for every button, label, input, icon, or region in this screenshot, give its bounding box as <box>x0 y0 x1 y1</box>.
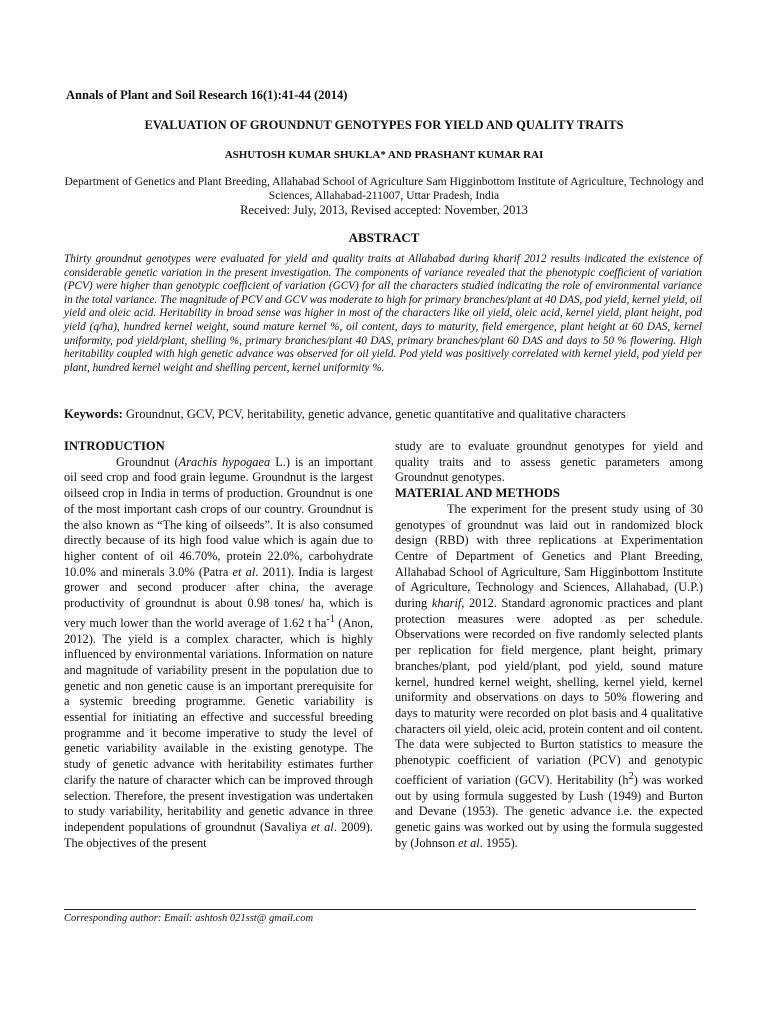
methods-text-3: ) was worked out by using formula suggested by Lush (1949) and Burton and Devane (1953). The genetic advance i.e. the expected genetic gains was worked out by using the formula suggested by (Johnson <box>395 772 703 850</box>
abstract-heading: ABSTRACT <box>348 230 420 245</box>
footnote-rule <box>64 909 696 910</box>
corresponding-author-footnote: Corresponding author: Email: ashtosh 021sst@ gmail.com <box>64 913 314 924</box>
superscript: -1 <box>326 613 335 625</box>
introduction-continued: study are to evaluate groundnut genotypes for yield and quality traits and to assess genetic parameters among Groundnut genotypes. <box>395 439 703 485</box>
introduction-heading: INTRODUCTION <box>64 439 165 453</box>
keywords-text: Groundnut, GCV, PCV, heritability, genetic advance, genetic quantitative and qualitative characters <box>125 407 626 421</box>
species-name: Arachis hypogaea <box>178 454 271 469</box>
received-dates: Received: July, 2013, Revised accepted: November, 2013 <box>240 203 528 217</box>
author-list: ASHUTOSH KUMAR SHUKLA* AND PRASHANT KUMAR RAI <box>224 149 544 161</box>
intro-text-4: (Anon, 2012). The yield is a complex character, which is highly influenced by environmental variations. Information on nature and magnitude of variability present in the population due to genetic and non genetic cause is an important prerequisite for a systemic breeding programme. Genetic variability is essential for initiating an effective and successful breeding programme and it become imperative to study the level of genetic variability available in the existing genotype. The study of genetic advance with heritability estimates further clarify the nature of character which can be improved through selection. Therefore, the present investigation was undertaken to study variability, heritability and genetic advance in three independent populations of groundnut (Savaliya <box>64 615 373 834</box>
left-column <box>64 439 373 851</box>
et-al: et al <box>232 564 256 579</box>
intro-text-2: L.) is an important oil seed crop and food grain legume. Groundnut is the largest oilseed crop in India in terms of production. Groundnut is one of the most important cash crops of our country. Groundnut is the also known as “The king of oilseeds”. It is also consumed directly because of its high food value which is again due to higher content of oil 46.70%, protein 22.0%, carbohydrate 10.0% and minerals 3.0% (Patra <box>64 454 373 579</box>
superscript: 2 <box>628 770 634 782</box>
methods-text-1: The experiment for the present study using of 30 genotypes of groundnut was laid out in randomized block design (RBD) with three replications at Experimentation Centre of Department of Genetics and Plant Breeding, Allahabad School of Agriculture, Sam Higginbottom Institute of Agriculture, Technology and Sciences, Allahabad, (U.P.) during <box>395 501 703 611</box>
affiliation: Department of Genetics and Plant Breeding, Allahabad School of Agriculture Sam Higginbottom Institute of Agriculture, Technology and Sciences, Allahabad-211007, Uttar Pradesh, India <box>64 175 704 202</box>
paper-title: EVALUATION OF GROUNDNUT GENOTYPES FOR YIELD AND QUALITY TRAITS <box>144 118 624 132</box>
methods-text-4: . 1955). <box>479 835 518 850</box>
keywords-label: Keywords: <box>64 407 123 421</box>
intro-text-3: . 2011). India is largest grower and second producer after china, the average productivity of groundnut is about 0.98 tones/ ha, which is very much lower than the world average of 1.62 t ha <box>64 564 373 630</box>
abstract-text: Thirty groundnut genotypes were evaluated for yield and quality traits at Allahabad during kharif 2012 results indicated the existence of considerable genetic variation in the present investigation. The components of variance revealed that the phenotypic coefficient of variation (PCV) were higher than genotypic coefficient of variation (GCV) for all the characters studied indicating the role of environmental variance in the total variance. The magnitude of PCV and GCV was moderate to high for primary branches/plant at 40 DAS, pod yield, kernel yield, oil yield and oleic acid. Heritability in broad sense was higher in most of the characters like oil yield, oleic acid, kernel yield, plant height, pod yield (q/ha), hundred kernel weight, sound mature kernel %, oil content, days to maturity, field emergence, plant height at 60 DAS, kernel uniformity, pod yield/plant, shelling %, primary branches/plant 40 DAS, primary branches/plant 60 DAS and days to 50 % flowering. High heritability coupled with high genetic advance was observed for oil yield. Pod yield was positively correlated with kernel yield, pod yield per plant, hundred kernel weight and shelling percent, kernel uniformity %. <box>64 253 702 374</box>
keywords <box>64 407 704 422</box>
introduction-paragraph <box>64 455 373 852</box>
season-name: kharif, <box>431 596 465 611</box>
methods-paragraph <box>395 502 703 852</box>
intro-text-1: Groundnut ( <box>116 454 179 469</box>
et-al: et al <box>310 819 334 834</box>
methods-text-2: 2012. Standard agronomic practices and plant protection measures were adopted as per schedule. Observations were recorded on five randomly selected plants per replication for field mergence, plant height, primary branches/plant, pod yield/plant, pod yield, sound mature kernel, hundred kernel weight, shelling, kernel yield, kernel uniformity and observations on days to 50% flowering and days to maturity were recorded on plot basis and 4 qualitative characters oil yield, oleic acid, protein content and oil content. The data were subjected to Burton statistics to measure the phenotypic coefficient of variation (PCV) and genotypic coefficient of variation (GCV). Heritability (h <box>395 596 703 787</box>
methods-heading: MATERIAL AND METHODS <box>395 486 560 501</box>
right-column <box>395 439 703 851</box>
intro-text-5: . 2009). The objectives of the present <box>64 819 373 850</box>
journal-citation: Annals of Plant and Soil Research 16(1):41-44 (2014) <box>66 88 348 102</box>
et-al: et al <box>458 835 480 850</box>
